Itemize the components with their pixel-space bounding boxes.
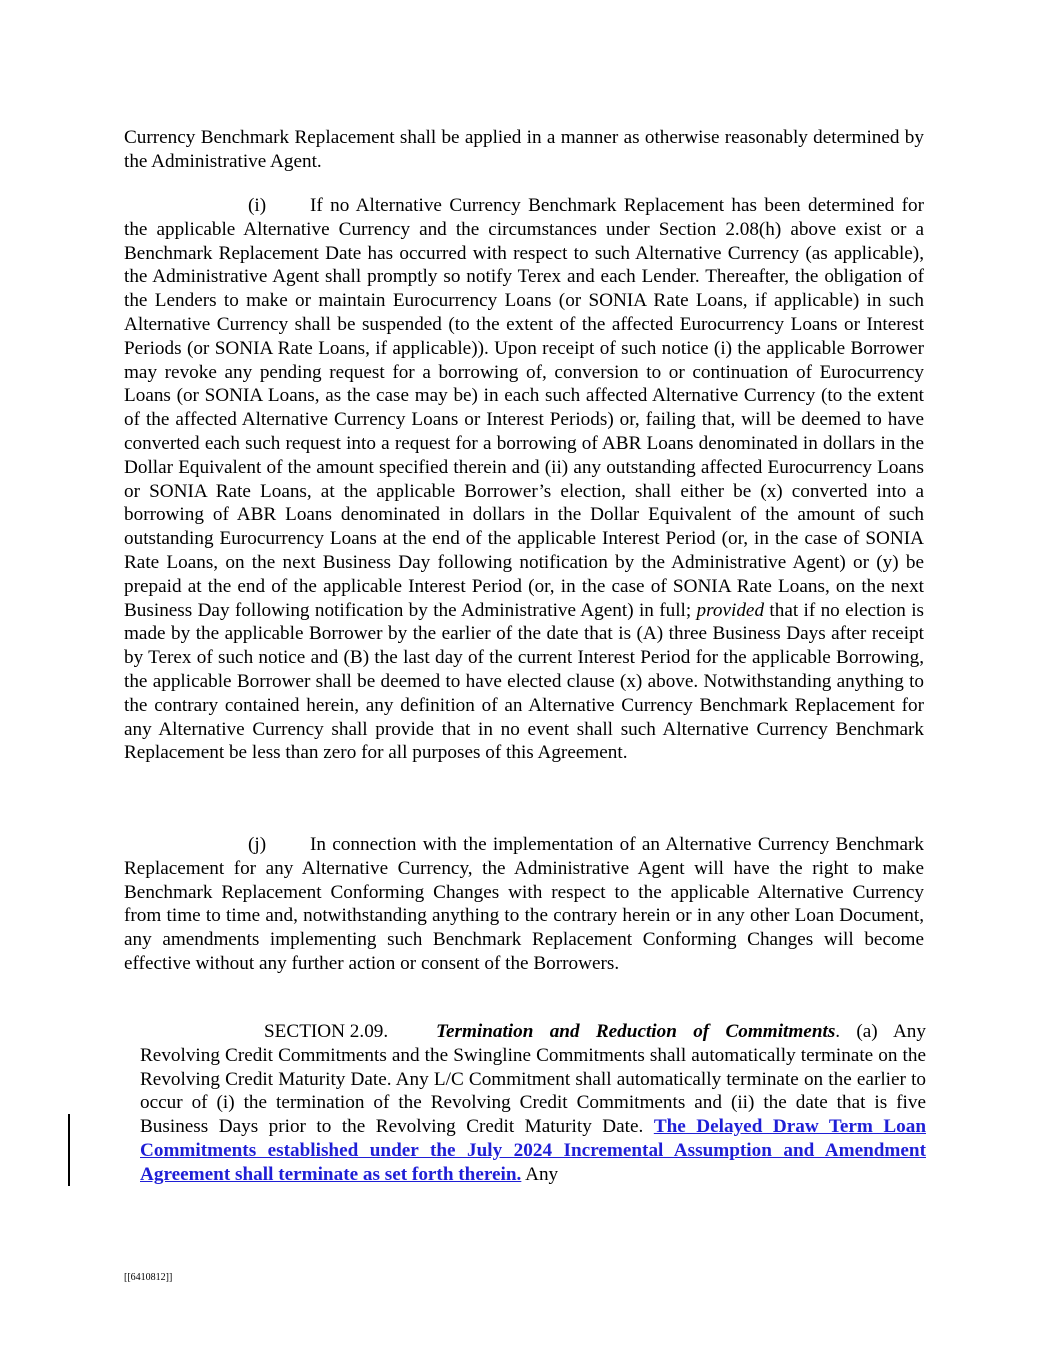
clause-text-continued: that if no election is made by the applicable Borrower by the earlier of the date that is (A) three Business Days after receipt by Terex of such notice and (B) the last day of the current Interest Period for the applicable Borrowing, the applicable Borrower shall be deemed to have elected clause (x) above. Notwithstanding anything to the contrary contained herein, any definition of an Alternative Currency Benchmark Replacement for any Alternative Currency shall provide that in no event shall such Alternative Currency Benchmark Replacement be less than zero for all purposes of this Agreement. bbox=[124, 599, 925, 764]
clause-text: In connection with the implementation of an Alternative Currency Benchmark Replacement for any Alternative Currency, the Administrative Agent will have the right to make Benchmark Replacement Conforming Changes with respect to the applicable Alternative Currency from time to time and, notwithstanding anything to the contrary herein or in any other Loan Document, any amendments implementing such Benchmark Replacement Conforming Changes will become effective without any further action or consent of the Borrowers. bbox=[124, 834, 924, 974]
provided-term: provided bbox=[696, 599, 765, 621]
section-text: (a) Any Revolving Credit Commitments and the Swingline Commitments shall automatically terminate on the Revolving Credit Maturity Date. Any L/C Commitment shall automatically terminate on the earlier to occur of (i) the termination of the Revolving Credit Commitments and (ii) the date that is five Business Days prior to the Revolving Credit Maturity Date. bbox=[140, 1021, 926, 1138]
inserted-text: The Delayed Draw Term Loan Commitments established under the July 2024 Incremental Assumption and Amendment Agreement shall terminate as set forth therein. bbox=[140, 1116, 927, 1185]
paragraph-text: Currency Benchmark Replacement shall be applied in a manner as otherwise reasonably determined by the Administrative Agent. bbox=[124, 127, 924, 172]
document-footer-id: [[6410812]] bbox=[124, 1272, 173, 1283]
clause-marker: (i) bbox=[248, 195, 267, 216]
clause-text: If no Alternative Currency Benchmark Replacement has been determined for the applicable Alternative Currency and the circumstances under Section 2.08(h) above exist or a Benchmark Replacement Date has occurred with respect to such Alternative Currency (as applicable), the Administrative Agent shall promptly so notify Terex and each Lender. Thereafter, the obligation of the Lenders to make or maintain Eurocurrency Loans (or SONIA Rate Loans, if applicable) in such Alternative Currency shall be suspended (to the extent of the affected Eurocurrency Loans or Interest Periods (or SONIA Rate Loans, if applicable)). Upon receipt of such notice (i) the applicable Borrower may revoke any pending request for a borrowing of, conversion to or continuation of Eurocurrency Loans (or SONIA Loans, as the case may be) in each such affected Alternative Currency (to the extent of the affected Alternative Currency Loans or Interest Periods) or, failing that, will be deemed to have converted each such request into a request for a borrowing of ABR Loans denominated in dollars in the Dollar Equivalent of the amount specified therein and (ii) any outstanding affected Eurocurrency Loans or SONIA Rate Loans, at the applicable Borrower’s election, shall either be (x) converted into a borrowing of ABR Loans denominated in dollars in the Dollar Equivalent of the amount of such outstanding Eurocurrency Loans at the end of the applicable Interest Period (or, in the case of SONIA Rate Loans, on the next Business Day following notification by the Administrative Agent) or (y) be prepaid at the end of the applicable Interest Period (or, in the case of SONIA Rate Loans, on the next Business Day following notification by the Administrative Agent) in full; bbox=[124, 195, 924, 621]
paragraph-clause-i bbox=[124, 194, 924, 765]
paragraph-continuation bbox=[124, 126, 924, 174]
change-bar bbox=[68, 1114, 70, 1186]
section-heading: Termination and Reduction of Commitments bbox=[436, 1021, 836, 1042]
section-number: SECTION 2.09. bbox=[264, 1021, 389, 1042]
paragraph-clause-j bbox=[124, 833, 924, 976]
clause-marker: (j) bbox=[248, 834, 267, 855]
section-2-09 bbox=[140, 1020, 926, 1187]
section-text-continued: Any bbox=[525, 1163, 559, 1185]
section-heading-period: . bbox=[835, 1021, 841, 1042]
